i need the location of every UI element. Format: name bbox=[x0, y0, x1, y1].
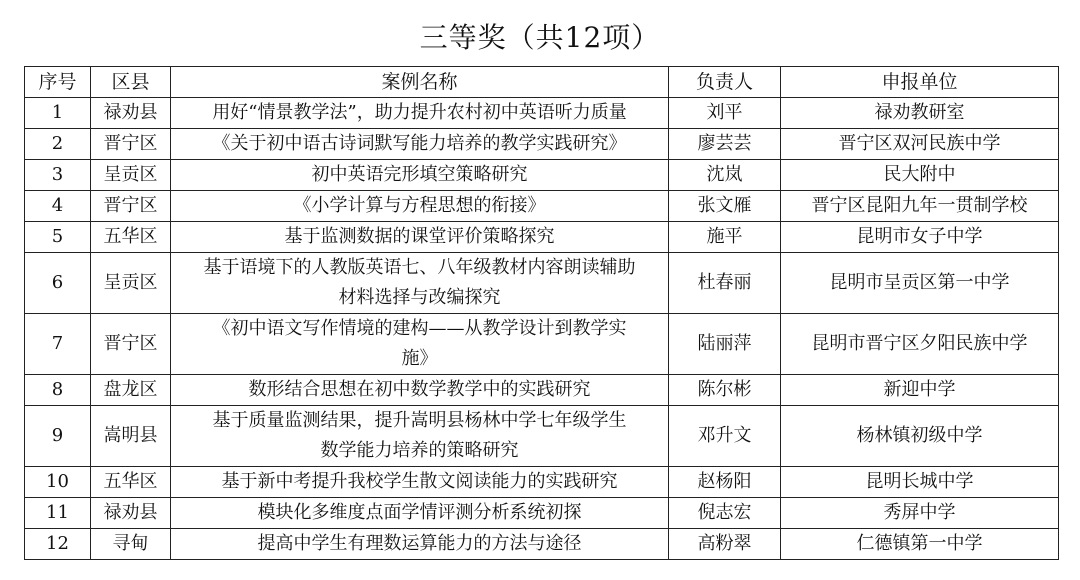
row-number: 6 bbox=[25, 253, 91, 314]
unit-cell: 秀屏中学 bbox=[781, 498, 1059, 529]
row-number: 12 bbox=[25, 529, 91, 560]
county-cell: 晋宁区 bbox=[91, 191, 171, 222]
leader-cell: 邓升文 bbox=[669, 406, 781, 467]
unit-cell: 杨林镇初级中学 bbox=[781, 406, 1059, 467]
case-name-cell bbox=[171, 314, 669, 375]
case-name-cell bbox=[171, 191, 669, 222]
county-cell: 晋宁区 bbox=[91, 314, 171, 375]
case-name-line: 施》 bbox=[401, 348, 438, 369]
leader-cell: 廖芸芸 bbox=[669, 129, 781, 160]
leader-cell: 沈岚 bbox=[669, 160, 781, 191]
case-name-line: 用好“情景教学法”，助力提升农村初中英语听力质量 bbox=[212, 102, 627, 123]
case-name-cell bbox=[171, 529, 669, 560]
case-name-cell bbox=[171, 498, 669, 529]
header-unit: 申报单位 bbox=[781, 67, 1059, 98]
leader-cell: 张文雁 bbox=[669, 191, 781, 222]
award-table bbox=[24, 66, 1059, 560]
case-name-cell bbox=[171, 160, 669, 191]
unit-cell: 禄劝教研室 bbox=[781, 98, 1059, 129]
case-name-line: 初中英语完形填空策略研究 bbox=[311, 164, 528, 185]
unit-cell: 昆明市晋宁区夕阳民族中学 bbox=[781, 314, 1059, 375]
table-row bbox=[25, 191, 1059, 222]
case-name-line: 《小学计算与方程思想的衔接》 bbox=[293, 195, 546, 216]
unit-cell: 晋宁区昆阳九年一贯制学校 bbox=[781, 191, 1059, 222]
case-name-line: 基于语境下的人教版英语七、八年级教材内容朗读辅助 bbox=[203, 257, 636, 278]
county-cell: 五华区 bbox=[91, 222, 171, 253]
header-county: 区县 bbox=[91, 67, 171, 98]
county-cell: 晋宁区 bbox=[91, 129, 171, 160]
case-name-cell bbox=[171, 375, 669, 406]
case-name-line: 基于新中考提升我校学生散文阅读能力的实践研究 bbox=[221, 471, 618, 492]
header-case-name: 案例名称 bbox=[171, 67, 669, 98]
case-name-cell bbox=[171, 98, 669, 129]
table-row bbox=[25, 498, 1059, 529]
header-row bbox=[25, 67, 1059, 98]
unit-cell: 民大附中 bbox=[781, 160, 1059, 191]
row-number: 9 bbox=[25, 406, 91, 467]
unit-cell: 仁德镇第一中学 bbox=[781, 529, 1059, 560]
case-name-line: 基于质量监测结果，提升嵩明县杨林中学七年级学生 bbox=[212, 410, 627, 431]
table-row bbox=[25, 529, 1059, 560]
leader-cell: 陈尔彬 bbox=[669, 375, 781, 406]
table-row bbox=[25, 98, 1059, 129]
leader-cell: 杜春丽 bbox=[669, 253, 781, 314]
leader-cell: 高粉翠 bbox=[669, 529, 781, 560]
unit-cell: 新迎中学 bbox=[781, 375, 1059, 406]
leader-cell: 施平 bbox=[669, 222, 781, 253]
row-number: 11 bbox=[25, 498, 91, 529]
case-name-line: 《初中语文写作情境的建构——从教学设计到教学实 bbox=[212, 318, 627, 339]
leader-cell: 倪志宏 bbox=[669, 498, 781, 529]
case-name-cell bbox=[171, 467, 669, 498]
header-leader: 负责人 bbox=[669, 67, 781, 98]
case-name-cell bbox=[171, 129, 669, 160]
header-no: 序号 bbox=[25, 67, 91, 98]
table-row bbox=[25, 467, 1059, 498]
county-cell: 呈贡区 bbox=[91, 253, 171, 314]
row-number: 2 bbox=[25, 129, 91, 160]
leader-cell: 刘平 bbox=[669, 98, 781, 129]
county-cell: 嵩明县 bbox=[91, 406, 171, 467]
table-row bbox=[25, 314, 1059, 375]
leader-cell: 陆丽萍 bbox=[669, 314, 781, 375]
row-number: 3 bbox=[25, 160, 91, 191]
row-number: 1 bbox=[25, 98, 91, 129]
case-name-line: 模块化多维度点面学情评测分析系统初探 bbox=[257, 502, 582, 523]
table-row bbox=[25, 253, 1059, 314]
case-name-line: 提高中学生有理数运算能力的方法与途径 bbox=[257, 533, 582, 554]
table-row bbox=[25, 160, 1059, 191]
unit-cell: 晋宁区双河民族中学 bbox=[781, 129, 1059, 160]
county-cell: 寻甸 bbox=[91, 529, 171, 560]
case-name-line: 《关于初中语古诗词默写能力培养的教学实践研究》 bbox=[212, 133, 627, 154]
row-number: 7 bbox=[25, 314, 91, 375]
table-row bbox=[25, 222, 1059, 253]
unit-cell: 昆明长城中学 bbox=[781, 467, 1059, 498]
case-name-line: 数学能力培养的策略研究 bbox=[320, 440, 519, 461]
county-cell: 禄劝县 bbox=[91, 98, 171, 129]
unit-cell: 昆明市女子中学 bbox=[781, 222, 1059, 253]
table-row bbox=[25, 129, 1059, 160]
case-name-line: 基于监测数据的课堂评价策略探究 bbox=[284, 226, 555, 247]
page-title: 三等奖（共12项） bbox=[419, 21, 661, 54]
county-cell: 盘龙区 bbox=[91, 375, 171, 406]
case-name-cell bbox=[171, 406, 669, 467]
unit-cell: 昆明市呈贡区第一中学 bbox=[781, 253, 1059, 314]
case-name-cell bbox=[171, 253, 669, 314]
county-cell: 五华区 bbox=[91, 467, 171, 498]
table-row bbox=[25, 375, 1059, 406]
county-cell: 禄劝县 bbox=[91, 498, 171, 529]
row-number: 10 bbox=[25, 467, 91, 498]
case-name-line: 材料选择与改编探究 bbox=[338, 287, 501, 308]
row-number: 4 bbox=[25, 191, 91, 222]
case-name-cell bbox=[171, 222, 669, 253]
leader-cell: 赵杨阳 bbox=[669, 467, 781, 498]
case-name-line: 数形结合思想在初中数学教学中的实践研究 bbox=[248, 379, 591, 400]
county-cell: 呈贡区 bbox=[91, 160, 171, 191]
row-number: 5 bbox=[25, 222, 91, 253]
row-number: 8 bbox=[25, 375, 91, 406]
table-row bbox=[25, 406, 1059, 467]
